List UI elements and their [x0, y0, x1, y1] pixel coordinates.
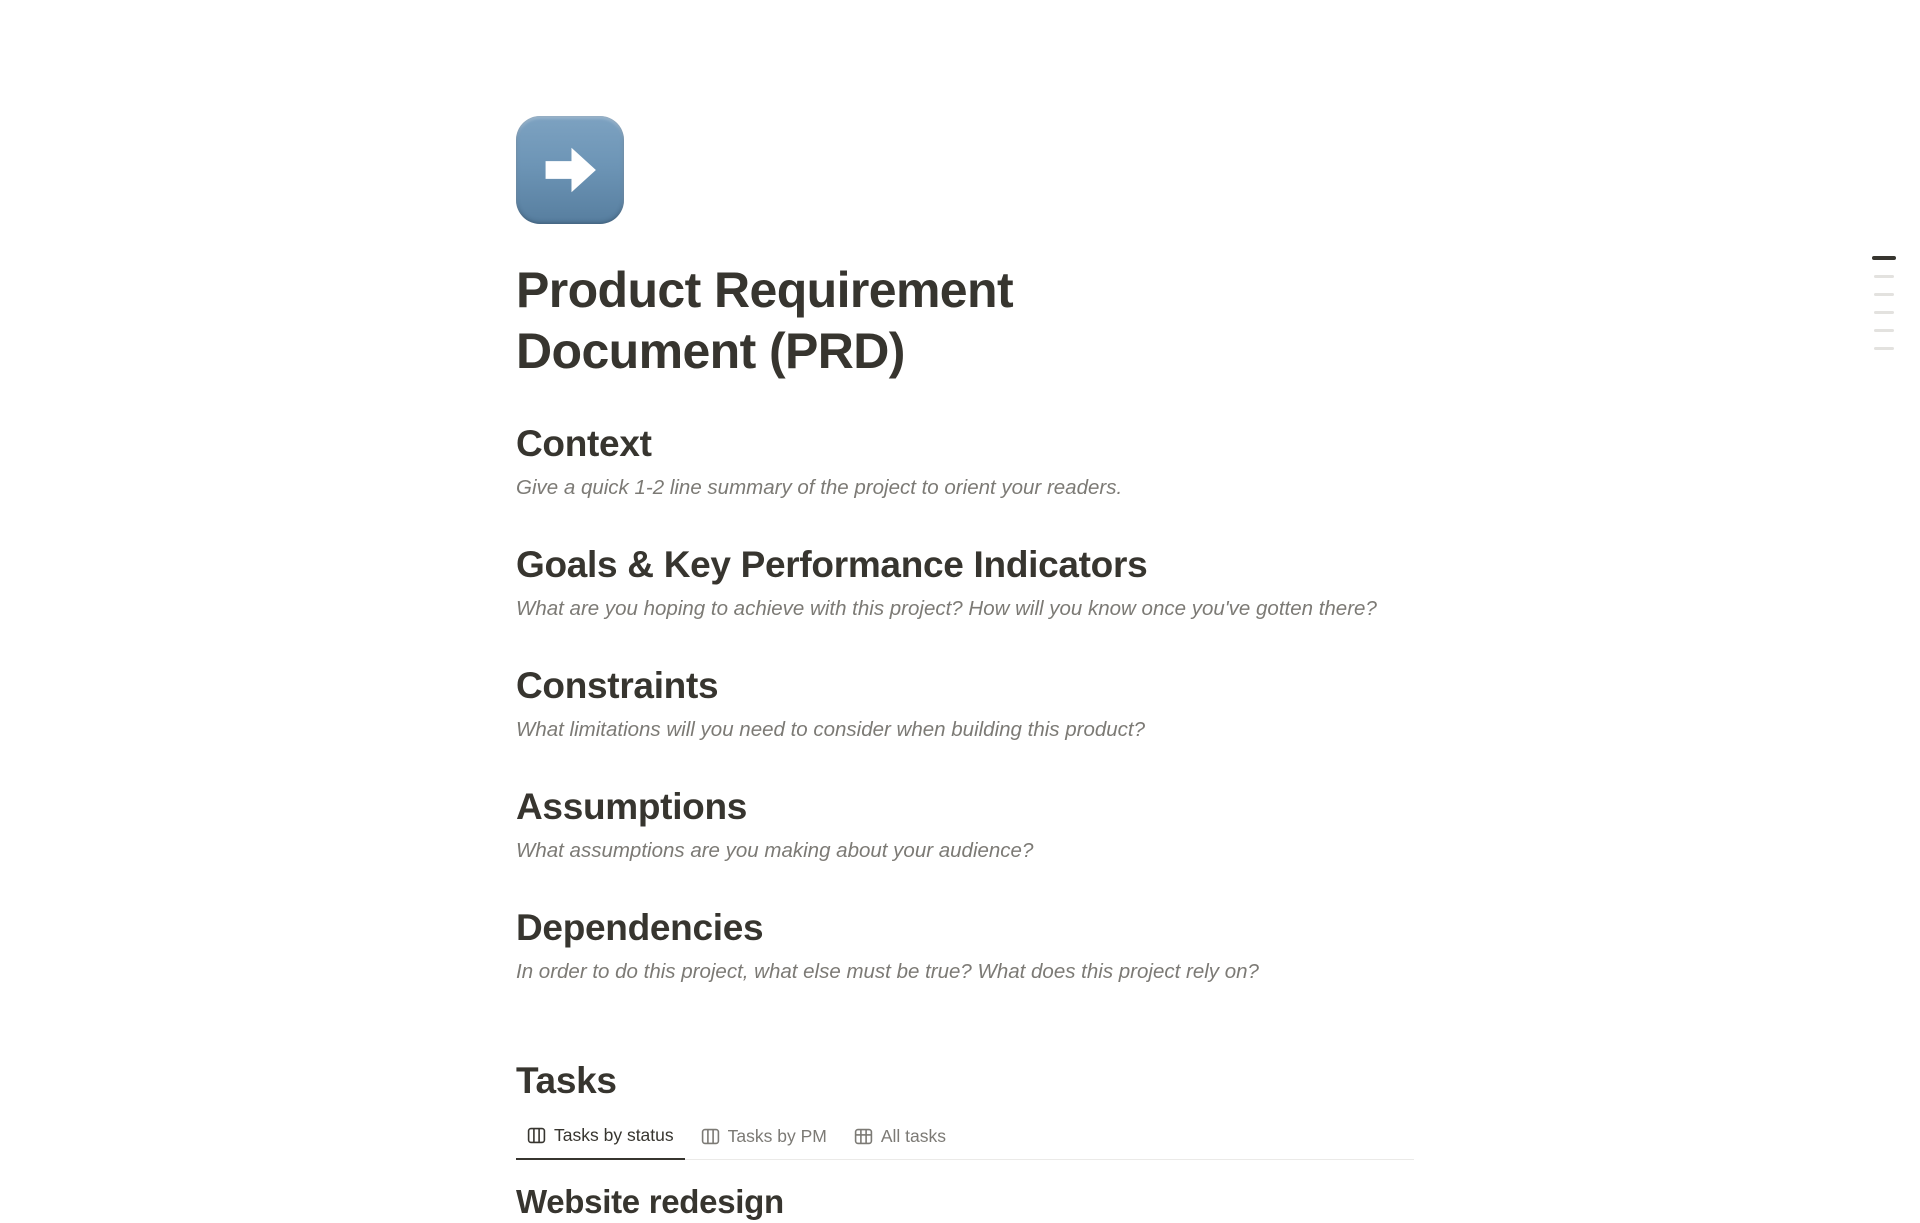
board-view-icon	[701, 1127, 720, 1146]
section-body-constraints[interactable]: What limitations will you need to consider when building this product?	[516, 718, 1146, 741]
section-heading-tasks[interactable]: Tasks	[516, 1060, 617, 1101]
board-view-icon	[527, 1126, 546, 1145]
section-body-assumptions[interactable]: What assumptions are you making about your audience?	[516, 839, 1034, 862]
outline-indicator-bar[interactable]	[1874, 347, 1894, 350]
tab-all-tasks[interactable]	[843, 1120, 957, 1159]
section-heading-constraints[interactable]: Constraints	[516, 665, 719, 706]
right-arrow-icon	[533, 133, 607, 207]
section-body-dependencies[interactable]: In order to do this project, what else must be true? What does this project rely on?	[516, 960, 1259, 983]
page-content-column	[516, 0, 1414, 1223]
tab-label: Tasks by status	[554, 1125, 674, 1145]
task-group-title[interactable]: Website redesign	[516, 1182, 784, 1220]
outline-indicator[interactable]	[1872, 256, 1896, 350]
outline-indicator-bar[interactable]	[1872, 256, 1896, 260]
table-view-icon	[854, 1127, 873, 1146]
outline-indicator-bar[interactable]	[1874, 311, 1894, 314]
section-body-goals[interactable]: What are you hoping to achieve with this project? How will you know once you've gotten there?	[516, 597, 1377, 620]
tab-label: Tasks by PM	[727, 1125, 827, 1146]
page-title[interactable]: Product Requirement Document (PRD)	[516, 262, 1013, 379]
outline-indicator-bar[interactable]	[1874, 293, 1894, 296]
page-emoji-icon[interactable]	[516, 116, 624, 224]
section-heading-goals[interactable]: Goals & Key Performance Indicators	[516, 544, 1148, 585]
database-view-tabs	[516, 1119, 1414, 1160]
tab-tasks-by-status[interactable]	[516, 1119, 685, 1160]
tab-tasks-by-pm[interactable]	[690, 1120, 838, 1159]
section-heading-context[interactable]: Context	[516, 423, 652, 464]
tab-label: All tasks	[880, 1125, 946, 1146]
section-body-context[interactable]: Give a quick 1-2 line summary of the project to orient your readers.	[516, 476, 1123, 499]
outline-indicator-bar[interactable]	[1874, 329, 1894, 332]
outline-indicator-bar[interactable]	[1874, 275, 1894, 278]
section-heading-assumptions[interactable]: Assumptions	[516, 786, 748, 827]
section-heading-dependencies[interactable]: Dependencies	[516, 907, 764, 948]
